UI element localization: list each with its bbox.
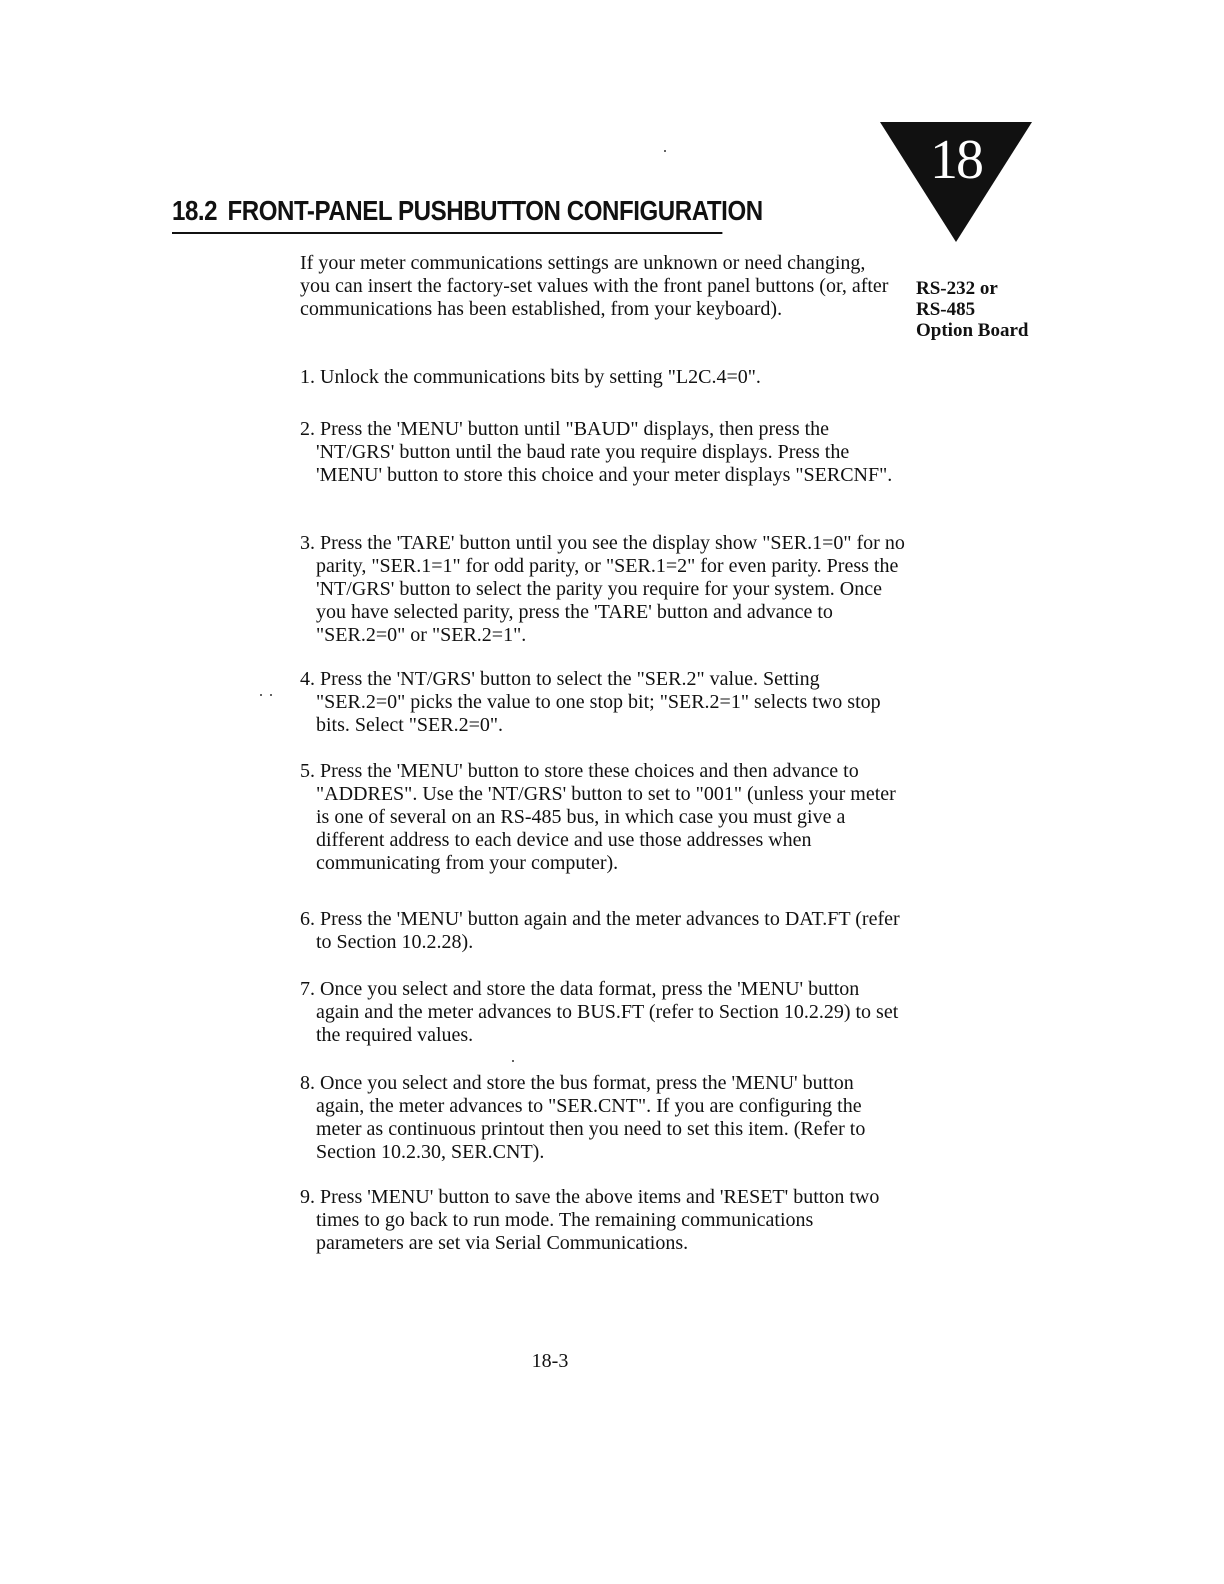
section-heading <box>172 194 763 234</box>
step-item: 8. Once you select and store the bus format, press the 'MENU' button again, the meter advances to "SER.CNT". If you are configuring the meter as continuous printout then you need to set this item. (Refer to Section 10.2.30, SER.CNT). <box>300 1072 866 1163</box>
margin-note-line: Option Board <box>916 320 1029 341</box>
step-item: 1. Unlock the communications bits by setting "L2C.4=0". <box>300 366 761 388</box>
margin-note-line: RS-485 <box>916 299 976 320</box>
step-item: 2. Press the 'MENU' button until "BAUD" displays, then press the 'NT/GRS' button until the baud rate you require displays. Press the 'MENU' button to store this choice and your meter displays "SERCNF". <box>300 418 893 486</box>
chapter-number: 18 <box>930 129 982 191</box>
step-item: 3. Press the 'TARE' button until you see the display show "SER.1=0" for no parity, "SER.1=1" for odd parity, or "SER.1=2" for even parity. Press the 'NT/GRS' button to select the parity you require for your system. Once you have selected parity, press the 'TARE' button and advance to "SER.2=0" or "SER.2=1". <box>300 532 905 646</box>
scan-speck <box>260 694 262 696</box>
step-item: 9. Press 'MENU' button to save the above items and 'RESET' button two times to go back to run mode. The remaining communications parameters are set via Serial Communications. <box>300 1186 880 1254</box>
step-item: 4. Press the 'NT/GRS' button to select the "SER.2" value. Setting "SER.2=0" picks the value to one stop bit; "SER.2=1" selects two stop bits. Select "SER.2=0". <box>300 668 881 736</box>
scan-speck <box>270 694 272 696</box>
section-number: 18.2 <box>172 195 218 226</box>
chapter-tab <box>880 122 1032 242</box>
section-title: FRONT-PANEL PUSHBUTTON CONFIGURATION <box>227 195 763 226</box>
step-item: 7. Once you select and store the data format, press the 'MENU' button again and the meter advances to BUS.FT (refer to Section 10.2.29) to set the required values. <box>300 978 899 1046</box>
step-item: 6. Press the 'MENU' button again and the meter advances to DAT.FT (refer to Section 10.2.28). <box>300 908 900 953</box>
intro-paragraph: If your meter communications settings are unknown or need changing, you can insert the factory-set values with the front panel buttons (or, after communications has been established, from your keyboard). <box>300 252 889 320</box>
margin-note-line: RS-232 or <box>916 278 998 299</box>
page-number: 18-3 <box>531 1350 569 1372</box>
scan-speck <box>512 1060 514 1062</box>
step-item: 5. Press the 'MENU' button to store these choices and then advance to "ADDRES". Use the 'NT/GRS' button to set to "001" (unless your meter is one of several on an RS-485 bus, in which case you must give a different address to each device and use those addresses when communicating from your computer). <box>300 760 896 874</box>
margin-note <box>916 278 1056 341</box>
scan-speck <box>664 150 666 152</box>
